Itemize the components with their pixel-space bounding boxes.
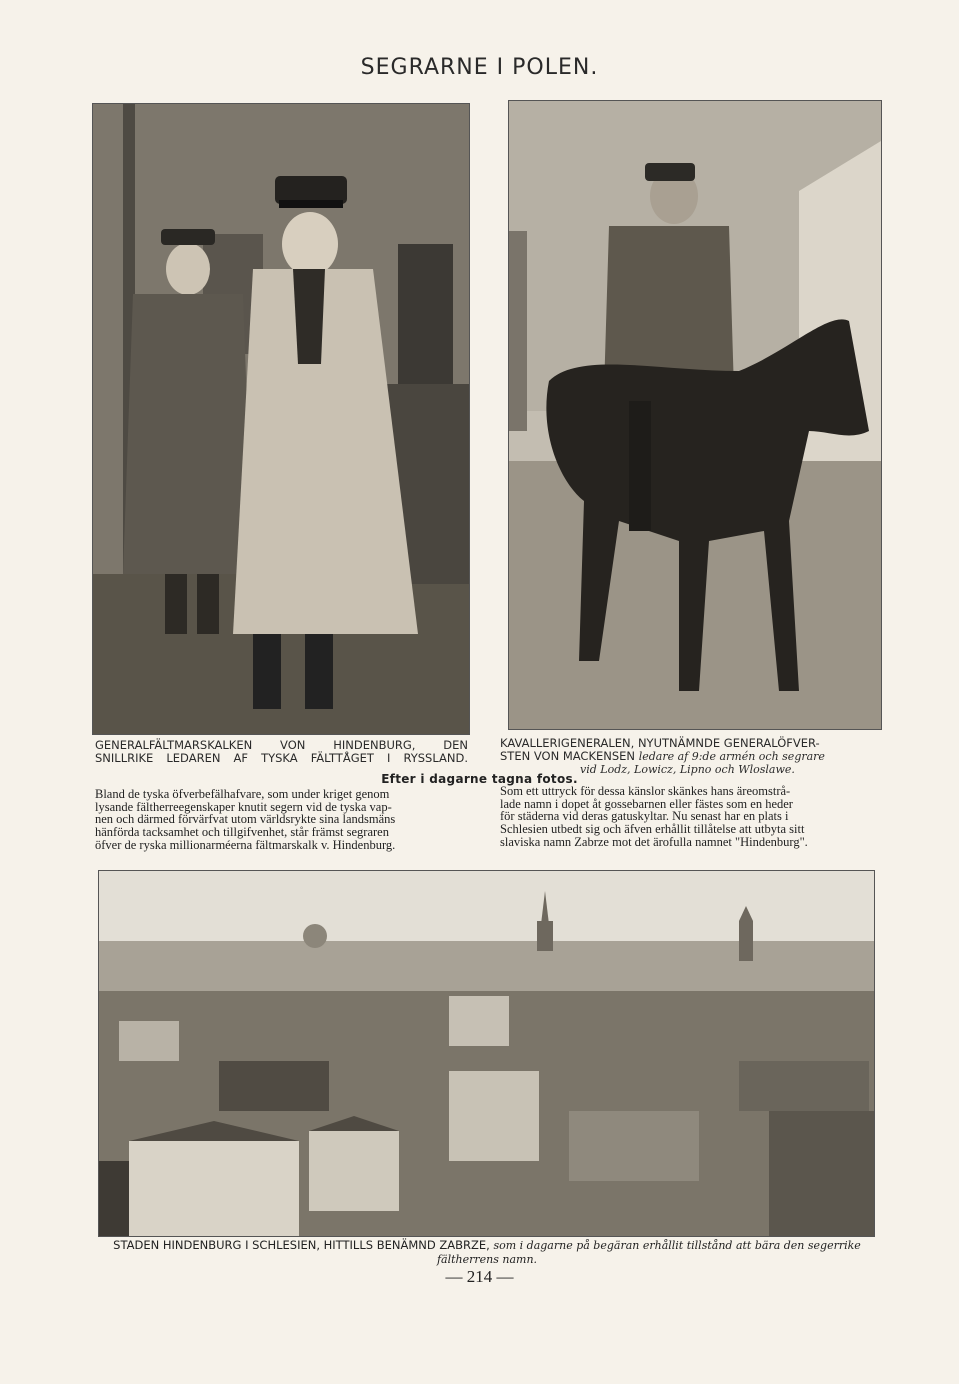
body-line: öfver de ryska millionarméerna fältmarskalk v. Hindenburg. bbox=[95, 837, 396, 852]
body-line: Bland de tyska öfverbefälhafvare, som under kriget genom bbox=[95, 787, 390, 801]
photo-mackensen-caption bbox=[500, 737, 878, 776]
body-text-left bbox=[95, 788, 475, 852]
body-line: Som ett uttryck för dessa känslor skänkes hans äreomstrå- bbox=[500, 784, 791, 798]
page-number: — 214 — bbox=[445, 1267, 514, 1286]
body-line: för städerna vid deras gatuskyltar. Nu senast har en plats i bbox=[500, 809, 789, 824]
caption-italic: som i dagarne på begäran erhållit tillstånd att bära den segerrike fältherrens namn. bbox=[436, 1239, 861, 1266]
body-line: lysande fältherreegenskaper knutit segern vid de tyska vap- bbox=[95, 799, 392, 814]
photo-credit: Efter i dagarne tagna fotos. bbox=[381, 772, 578, 786]
caption-line: STEN VON MACKENSEN bbox=[500, 749, 636, 763]
caption-line: GENERALFÄLTMARSKALKEN VON HINDENBURG, DEN bbox=[95, 738, 468, 752]
photo-hindenburg-caption bbox=[95, 739, 468, 765]
photo-hindenburg bbox=[92, 103, 470, 735]
photo-city bbox=[98, 870, 875, 1237]
photo-mackensen bbox=[508, 100, 882, 730]
caption-line: KAVALLERIGENERALEN, NYUTNÄMNDE GENERALÖFVER- bbox=[500, 736, 820, 750]
body-line: hänförda tacksamhet och tillgifvenhet, står främst segraren bbox=[95, 825, 389, 840]
body-line: nen och därmed förvärfvat utom världsrykte sina landsmäns bbox=[95, 812, 396, 827]
page-title: SEGRARNE I POLEN. bbox=[360, 55, 599, 80]
caption-main: STADEN HINDENBURG I SCHLESIEN, HITTILLS BENÄMND ZABRZE, bbox=[113, 1238, 490, 1252]
body-line: slaviska namn Zabrze mot det ärofulla namnet "Hindenburg". bbox=[500, 834, 808, 849]
body-line: Schlesien utbedt sig och äfven erhållit tillåtelse att utbyta sitt bbox=[500, 822, 805, 837]
body-text-right bbox=[500, 785, 880, 849]
caption-line: SNILLRIKE LEDAREN AF TYSKA FÄLTTÅGET I RYSSLAND. bbox=[95, 751, 468, 765]
caption-italic: vid Lodz, Lowicz, Lipno och Wloslawe. bbox=[580, 763, 795, 776]
caption-italic: ledare af 9:de armén och segrare bbox=[638, 750, 825, 763]
body-line: lade namn i dopet åt gossebarnen eller fästes som en heder bbox=[500, 796, 793, 811]
photo-city-caption bbox=[92, 1239, 882, 1266]
